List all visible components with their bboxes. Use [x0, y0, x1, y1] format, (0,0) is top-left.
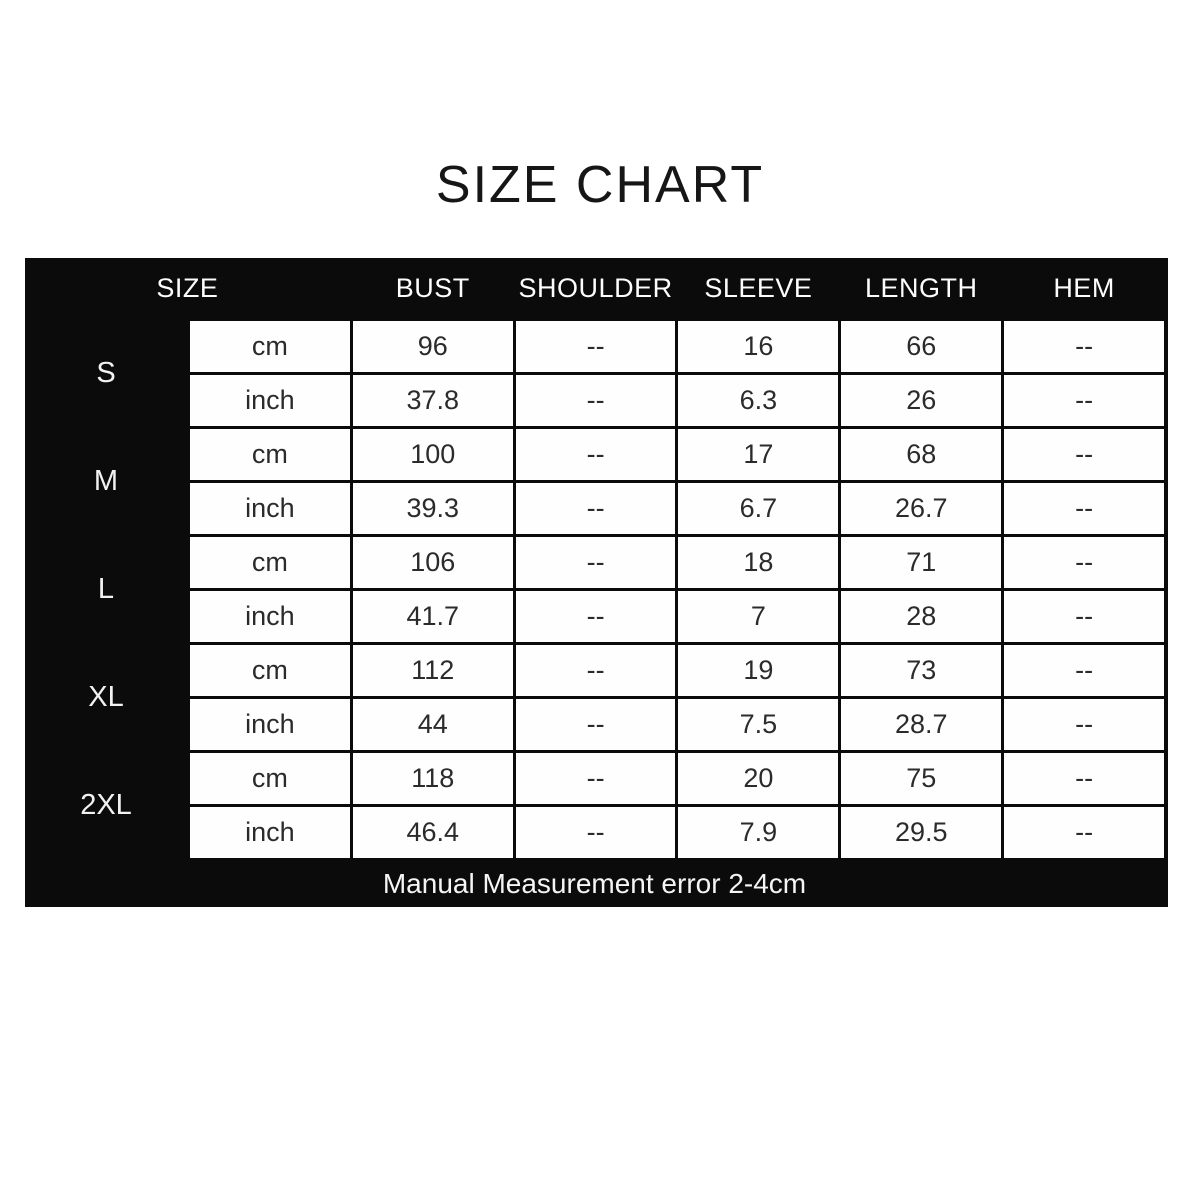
value-cell: 18: [678, 537, 838, 588]
header-cell-hem: HEM: [1004, 258, 1164, 318]
header-cell-size: SIZE: [25, 258, 350, 318]
value-cell: 28.7: [841, 699, 1001, 750]
value-cell: 6.7: [678, 483, 838, 534]
value-cell: 96: [353, 321, 513, 372]
unit-cell: inch: [190, 375, 350, 426]
value-cell: --: [1004, 375, 1164, 426]
unit-cell: cm: [190, 321, 350, 372]
value-cell: --: [516, 483, 676, 534]
value-cell: 26.7: [841, 483, 1001, 534]
value-cell: 20: [678, 753, 838, 804]
value-cell: 6.3: [678, 375, 838, 426]
value-cell: 39.3: [353, 483, 513, 534]
value-cell: 26: [841, 375, 1001, 426]
value-cell: 100: [353, 429, 513, 480]
value-cell: --: [1004, 321, 1164, 372]
value-cell: --: [516, 375, 676, 426]
value-cell: --: [1004, 753, 1164, 804]
page-title: SIZE CHART: [435, 156, 765, 214]
value-cell: --: [1004, 429, 1164, 480]
value-cell: 7.9: [678, 807, 838, 858]
value-cell: 71: [841, 537, 1001, 588]
header-cell-shoulder: SHOULDER: [516, 258, 676, 318]
value-cell: 17: [678, 429, 838, 480]
value-cell: --: [516, 429, 676, 480]
value-cell: --: [516, 645, 676, 696]
value-cell: --: [1004, 807, 1164, 858]
table-footnote: Manual Measurement error 2-4cm: [25, 861, 1164, 907]
value-cell: 66: [841, 321, 1001, 372]
size-chart-table: [25, 258, 1168, 907]
value-cell: 7: [678, 591, 838, 642]
unit-cell: inch: [190, 807, 350, 858]
value-cell: 7.5: [678, 699, 838, 750]
value-cell: 68: [841, 429, 1001, 480]
value-cell: --: [516, 537, 676, 588]
unit-cell: cm: [190, 753, 350, 804]
size-cell-xl: XL: [25, 645, 187, 750]
size-cell-l: L: [25, 537, 187, 642]
header-cell-length: LENGTH: [841, 258, 1001, 318]
value-cell: 46.4: [353, 807, 513, 858]
size-chart-grid: [25, 258, 1164, 907]
value-cell: 28: [841, 591, 1001, 642]
value-cell: --: [516, 753, 676, 804]
size-cell-s: S: [25, 321, 187, 426]
value-cell: --: [516, 699, 676, 750]
value-cell: 118: [353, 753, 513, 804]
unit-cell: inch: [190, 591, 350, 642]
header-cell-sleeve: SLEEVE: [678, 258, 838, 318]
value-cell: 29.5: [841, 807, 1001, 858]
value-cell: --: [1004, 537, 1164, 588]
value-cell: --: [516, 807, 676, 858]
unit-cell: cm: [190, 429, 350, 480]
value-cell: 41.7: [353, 591, 513, 642]
value-cell: 106: [353, 537, 513, 588]
unit-cell: cm: [190, 645, 350, 696]
value-cell: 19: [678, 645, 838, 696]
value-cell: 75: [841, 753, 1001, 804]
value-cell: --: [1004, 483, 1164, 534]
value-cell: --: [1004, 645, 1164, 696]
value-cell: 112: [353, 645, 513, 696]
value-cell: 73: [841, 645, 1001, 696]
value-cell: 16: [678, 321, 838, 372]
header-cell-bust: BUST: [353, 258, 513, 318]
value-cell: --: [1004, 591, 1164, 642]
size-cell-2xl: 2XL: [25, 753, 187, 858]
value-cell: --: [516, 321, 676, 372]
value-cell: --: [516, 591, 676, 642]
size-cell-m: M: [25, 429, 187, 534]
unit-cell: cm: [190, 537, 350, 588]
value-cell: 44: [353, 699, 513, 750]
unit-cell: inch: [190, 699, 350, 750]
value-cell: 37.8: [353, 375, 513, 426]
unit-cell: inch: [190, 483, 350, 534]
value-cell: --: [1004, 699, 1164, 750]
